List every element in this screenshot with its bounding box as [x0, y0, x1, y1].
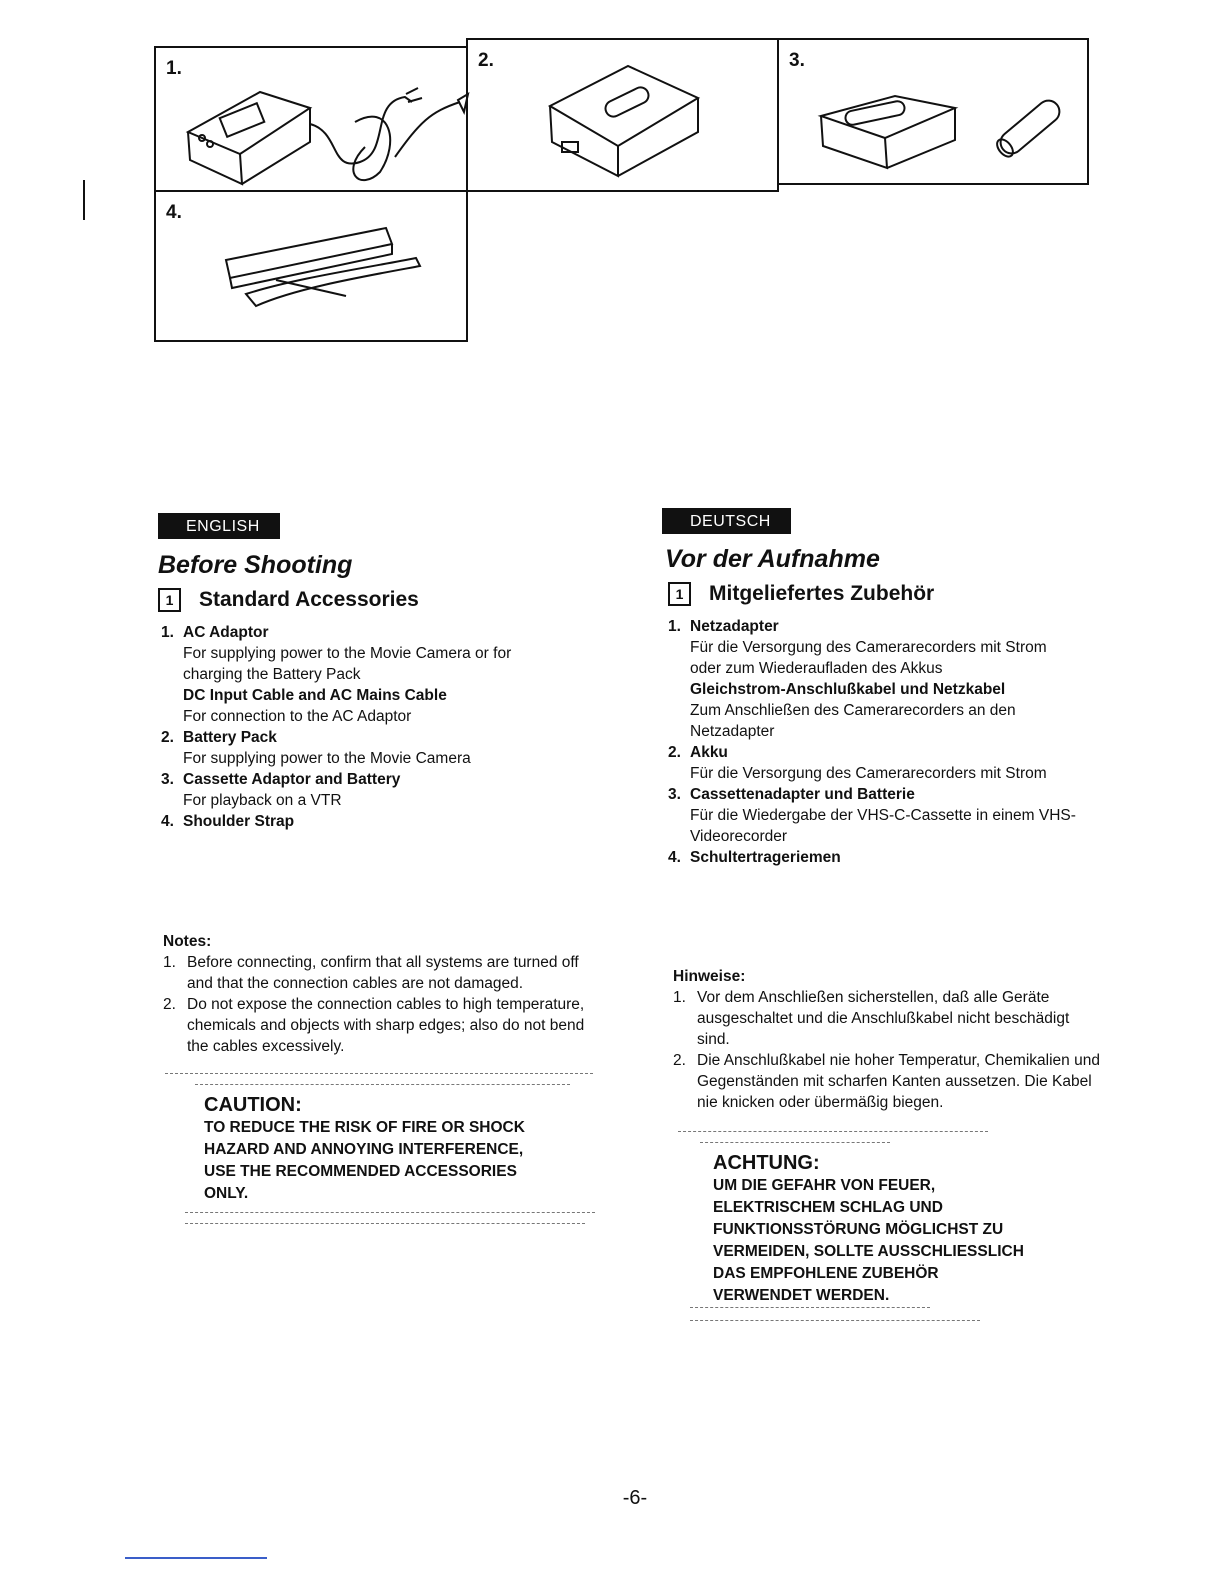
- dashed-rule: [185, 1212, 595, 1213]
- subsection-heading-english: [158, 588, 419, 612]
- dashed-rule: [700, 1142, 890, 1143]
- accessory-list-english: [161, 622, 541, 832]
- dashed-rule: [185, 1223, 585, 1224]
- figure-cell-4: [154, 190, 468, 342]
- list-item: 3. Cassette Adaptor and Battery For playback on a VTR: [161, 771, 401, 809]
- figure-cell-number: 1.: [166, 58, 182, 79]
- page-number: -6-: [622, 1487, 648, 1509]
- dashed-rule: [165, 1073, 593, 1074]
- list-item: 2. Battery Pack For supplying power to the Movie Camera: [161, 729, 471, 767]
- figure-cell-1: [154, 46, 468, 192]
- section-title-deutsch: Vor der Aufnahme: [665, 545, 880, 573]
- dashed-rule: [690, 1320, 980, 1321]
- footer-rule: [125, 1557, 267, 1559]
- section-number-box: 1: [668, 582, 691, 606]
- notes-english: Notes: 1. Before connecting, confirm that all systems are turned off and that the connection cables are not damaged. 2. Do not expose the connection cables to high temperature, chemicals and objects with sharp edges; also do not bend the cables excessively.: [163, 931, 593, 1057]
- caution-box-english: CAUTION: TO REDUCE THE RISK OF FIRE OR SHOCK HAZARD AND ANNOYING INTERFERENCE, USE THE RECOMMENDED ACCESSORIES ONLY.: [204, 1094, 525, 1202]
- list-item: 2. Akku Für die Versorgung des Camerarecorders mit Strom: [668, 744, 1047, 782]
- dashed-rule: [678, 1131, 988, 1132]
- note-item: 1. Vor dem Anschließen sicherstellen, daß alle Geräte ausgeschaltet und die Anschlußkabel nicht beschädigt sind.: [673, 989, 1070, 1048]
- note-item: 1. Before connecting, confirm that all systems are turned off and that the connection cables are not damaged.: [163, 954, 579, 992]
- dashed-rule: [690, 1307, 930, 1308]
- ac-adaptor-cables-illustration-icon: [180, 62, 470, 192]
- figure-cell-number: 2.: [478, 50, 494, 71]
- language-tag-english: ENGLISH: [158, 513, 280, 539]
- notes-deutsch: Hinweise: 1. Vor dem Anschließen sicherstellen, daß alle Geräte ausgeschaltet und die Anschlußkabel nicht beschädigt sind. 2. Die Anschlußkabel nie hoher Temperatur, Chemikalien und Gegenständen mit scharfen Kanten aussetzen. Die Kabel nie knicken oder übermäßig biegen.: [673, 966, 1103, 1113]
- list-item: 1. Netzadapter Für die Versorgung des Camerarecorders mit Strom oder zum Wiederaufladen des Akkus Gleichstrom-Anschlußkabel und Netzkabel Zum Anschließen des Camerarecorders an den Netzadapter: [668, 618, 1047, 740]
- battery-pack-illustration-icon: [538, 56, 718, 186]
- language-tag-deutsch: DEUTSCH: [662, 508, 791, 534]
- margin-mark: [83, 180, 85, 220]
- note-item: 2. Do not expose the connection cables to high temperature, chemicals and objects with sharp edges; also do not bend the cables excessively.: [163, 996, 585, 1055]
- subsection-title: Mitgeliefertes Zubehör: [709, 582, 935, 605]
- subsection-title: Standard Accessories: [199, 588, 419, 611]
- figure-cell-number: 3.: [789, 50, 805, 71]
- list-item: 1. AC Adaptor For supplying power to the Movie Camera or for charging the Battery Pack DC Input Cable and AC Mains Cable For connection to the AC Adaptor: [161, 624, 512, 725]
- cassette-adaptor-battery-illustration-icon: [815, 76, 1085, 176]
- figure-cell-2: [466, 38, 779, 192]
- subsection-heading-deutsch: [668, 582, 934, 606]
- figure-cell-3: [777, 38, 1089, 185]
- figure-cell-number: 4.: [166, 202, 182, 223]
- dashed-rule: [195, 1084, 570, 1085]
- list-item: 4. Schultertrageriemen: [668, 849, 841, 866]
- section-title-english: Before Shooting: [158, 551, 353, 579]
- list-item: 4. Shoulder Strap: [161, 813, 295, 830]
- section-number-box: 1: [158, 588, 181, 612]
- shoulder-strap-illustration-icon: [216, 218, 456, 318]
- note-item: 2. Die Anschlußkabel nie hoher Temperatur, Chemikalien und Gegenständen mit scharfen Kanten aussetzen. Die Kabel nie knicken oder übermäßig biegen.: [673, 1052, 1100, 1111]
- caution-box-deutsch: ACHTUNG: UM DIE GEFAHR VON FEUER, ELEKTRISCHEM SCHLAG UND FUNKTIONSSTÖRUNG MÖGLICHST ZU VERMEIDEN, SOLLTE AUSSCHLIESSLICH DAS EMPFOHLENE ZUBEHÖR VERWENDET WERDEN.: [713, 1152, 1024, 1304]
- accessory-list-deutsch: [668, 616, 1078, 868]
- list-item: 3. Cassettenadapter und Batterie Für die Wiedergabe der VHS-C-Cassette in einem VHS-Videorecorder: [668, 786, 1076, 845]
